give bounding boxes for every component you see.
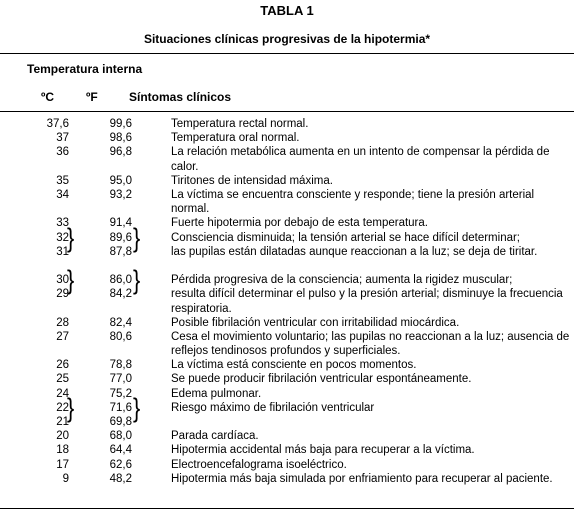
celsius-cell: 21 [56,416,69,429]
symptom-cell: Consciencia disminuida; la tensión arterial se hace difícil determinar; [171,231,521,244]
table-body [0,117,574,500]
fahrenheit-cell: 71,6 [109,401,132,414]
celsius-cell: 17 [56,458,69,471]
symptom-cell: Hipotermia más baja simulada por enfriamiento para recuperar al paciente. [171,472,553,485]
symptom-cell: La relación metabólica aumenta en un intento de compensar la pérdida de calor. [171,146,550,173]
celsius-cell: 30 [56,274,69,287]
fahrenheit-cell: 89,6 [109,231,132,244]
table-row [0,188,574,216]
table-row [0,316,574,330]
fahrenheit-cell: 62,6 [109,458,132,471]
symptom-cell: Posible fibrilación ventricular con irritabilidad miocárdica. [171,316,460,329]
table-row [0,443,574,457]
table-row [0,387,574,401]
symptom-cell: Electroencefalograma isoeléctrico. [171,458,347,471]
fahrenheit-cell: 48,2 [109,472,132,485]
symptom-cell: las pupilas están dilatadas aunque reaccionan a la luz; se deja de tiritar. [171,245,538,258]
fahrenheit-cell: 82,4 [109,316,132,329]
fahrenheit-cell: 75,2 [109,387,132,400]
symptom-cell: Parada cardíaca. [171,430,259,443]
symptom-cell: resulta difícil determinar el pulso y la presión arterial; disminuye la frecuencia respiratoria. [171,288,563,315]
fahrenheit-cell: 84,2 [109,288,132,301]
table-row [0,372,574,386]
bracket-icon: } [133,392,141,423]
symptom-cell: Hipotermia accidental más baja para recuperar a la víctima. [171,444,475,457]
celsius-cell: 20 [56,430,69,443]
symptoms-header: Síntomas clínicos [129,90,232,104]
table-row [0,174,574,188]
symptom-cell: La víctima se encuentra consciente y responde; tiene la presión arterial normal. [171,188,535,216]
fahrenheit-cell: 99,6 [109,118,132,130]
celsius-cell: 28 [56,316,69,329]
fahrenheit-cell: 64,4 [109,444,132,457]
fahrenheit-cell: 87,8 [109,245,132,258]
celsius-cell: 27 [56,330,69,343]
table-row [0,245,574,273]
bottom-rule [0,508,574,509]
table-row [0,117,574,131]
symptom-cell: Tiritones de intensidad máxima. [171,174,333,187]
bracket-icon: } [133,222,141,253]
table-row [0,472,574,500]
bracket-icon: } [133,265,141,296]
fahrenheit-cell: 69,8 [109,416,132,429]
table-row [0,287,574,315]
celsius-cell: 31 [56,245,69,258]
bracket-icon: } [67,265,75,296]
fahrenheit-cell: 96,8 [109,146,132,159]
temperature-group-header: Temperatura interna [27,62,143,76]
celsius-cell: 22 [56,401,69,414]
fahrenheit-cell: 68,0 [109,430,132,443]
fahrenheit-cell: 77,0 [109,373,132,386]
celsius-cell: 33 [56,217,69,230]
table-row [0,429,574,443]
table-row [0,330,574,358]
celsius-cell: 9 [62,472,69,485]
symptom-cell: La víctima está consciente en pocos momentos. [171,359,417,372]
celsius-cell: 26 [56,359,69,372]
bracket-icon: } [67,222,75,253]
celsius-cell: 18 [56,444,69,457]
fahrenheit-cell: 98,6 [109,132,132,145]
top-rule [0,53,574,54]
bracket-icon: } [67,392,75,423]
celsius-cell: 25 [56,373,69,386]
celsius-cell: 36 [56,146,69,159]
fahrenheit-cell: 91,4 [109,217,132,230]
header-rule [0,111,574,112]
symptom-cell: Cesa el movimiento voluntario; las pupilas no reaccionan a la luz; ausencia de reflejos tendinosos profundos y superficiales. [171,330,570,358]
symptom-cell: Se puede producir fibrilación ventricular espontáneamente. [171,373,472,386]
fahrenheit-cell: 80,6 [109,330,132,343]
celsius-cell: 37 [56,132,69,145]
table-title: TABLA 1 [260,3,314,18]
celsius-cell: 35 [56,174,69,187]
symptom-cell: Edema pulmonar. [171,387,262,400]
celsius-header: ºC [41,90,55,104]
fahrenheit-cell: 93,2 [109,188,132,201]
celsius-cell: 24 [56,387,69,400]
fahrenheit-cell: 95,0 [109,174,132,187]
fahrenheit-cell: 78,8 [109,359,132,372]
table-row [0,458,574,472]
table-subtitle: Situaciones clínicas progresivas de la hipotermia* [143,32,431,46]
table-row [0,131,574,145]
celsius-cell: 29 [56,288,69,301]
celsius-cell: 37,6 [46,118,69,130]
symptom-cell: Temperatura rectal normal. [171,118,309,130]
fahrenheit-cell: 86,0 [109,274,132,287]
celsius-cell: 32 [56,231,69,244]
symptom-cell: Temperatura oral normal. [171,132,300,145]
symptom-cell: Riesgo máximo de fibrilación ventricular [171,401,375,414]
table-row [0,415,574,429]
symptom-cell: Pérdida progresiva de la consciencia; aumenta la rigidez muscular; [171,274,513,287]
fahrenheit-header: ºF [86,90,98,104]
table-row [0,216,574,230]
celsius-cell: 34 [56,188,69,201]
table-row [0,358,574,372]
symptom-cell: Fuerte hipotermia por debajo de esta temperatura. [171,217,428,230]
table-row [0,145,574,173]
